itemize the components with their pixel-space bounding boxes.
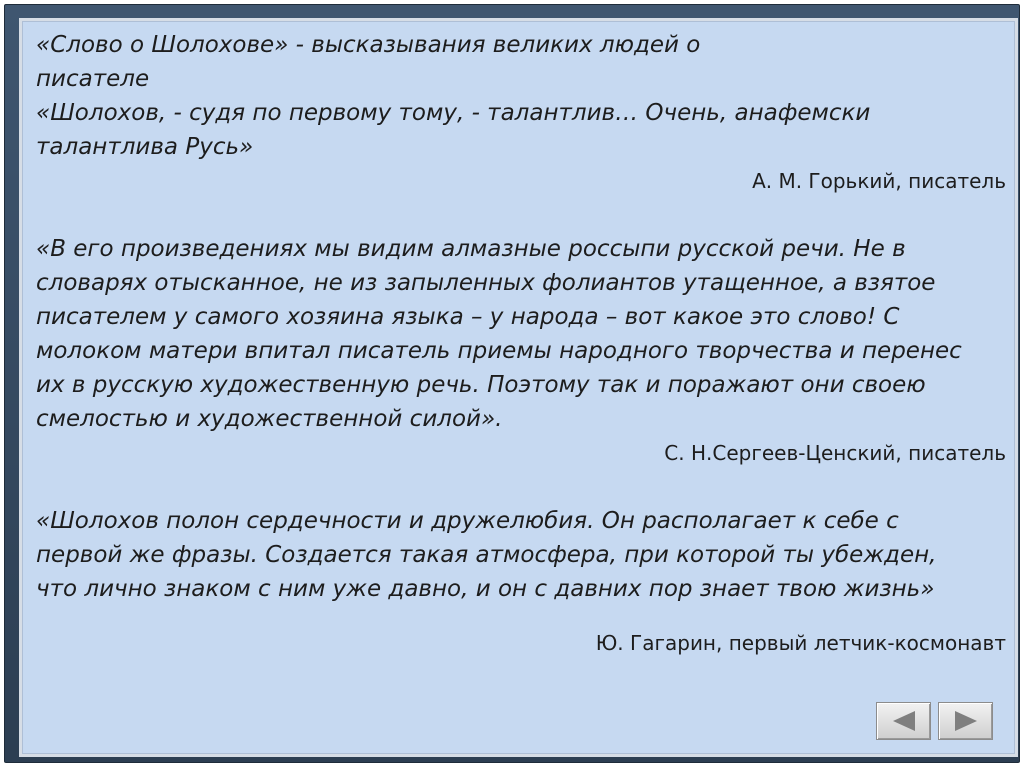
slide-heading — [36, 28, 1006, 96]
triangle-right-icon — [953, 710, 979, 732]
quote-gorky-author: А. М. Горький, писатель — [752, 169, 1006, 193]
spacer — [36, 470, 1006, 504]
slide-panel — [19, 18, 1018, 757]
previous-slide-button[interactable] — [876, 702, 931, 740]
slide-frame — [4, 4, 1020, 763]
quote-gagarin-author: Ю. Гагарин, первый летчик-космонавт — [595, 631, 1006, 655]
next-slide-button[interactable] — [938, 702, 993, 740]
quote-sergeev-author: С. Н.Сергеев-Ценский, писатель — [664, 441, 1006, 465]
quote-sergeev-text: «В его произведениях мы видим алмазные россыпи русской речи. Не в словарях отысканное, не из запыленных фолиантов утащенное, а взятое писателем у самого хозяина языка – у народа – вот какое это слово! С молоком матери впитал писатель приемы народного творчества и перенес их в русскую художественную речь. Поэтому так и поражают они своею смелостью и художественной силой». — [36, 236, 962, 432]
slide-navigation — [876, 702, 993, 740]
spacer — [36, 606, 1006, 626]
slide-text-block — [36, 28, 1006, 660]
triangle-left-icon — [891, 710, 917, 732]
slide-heading-line1: «Слово о Шолохове» - высказывания великих людей о — [36, 32, 701, 58]
slide-heading-line2: писателе — [36, 66, 150, 92]
quote-gagarin-text: «Шолохов полон сердечности и дружелюбия. Он располагает к себе с первой же фразы. Создается такая атмосфера, при которой ты убежден, что лично знаком с ним уже давно, и он с давних пор знает твою жизнь» — [36, 508, 937, 602]
quote-gorky-text: «Шолохов, - судя по первому тому, - талантлив… Очень, анафемски талантлива Русь» — [36, 100, 871, 160]
spacer — [36, 198, 1006, 232]
